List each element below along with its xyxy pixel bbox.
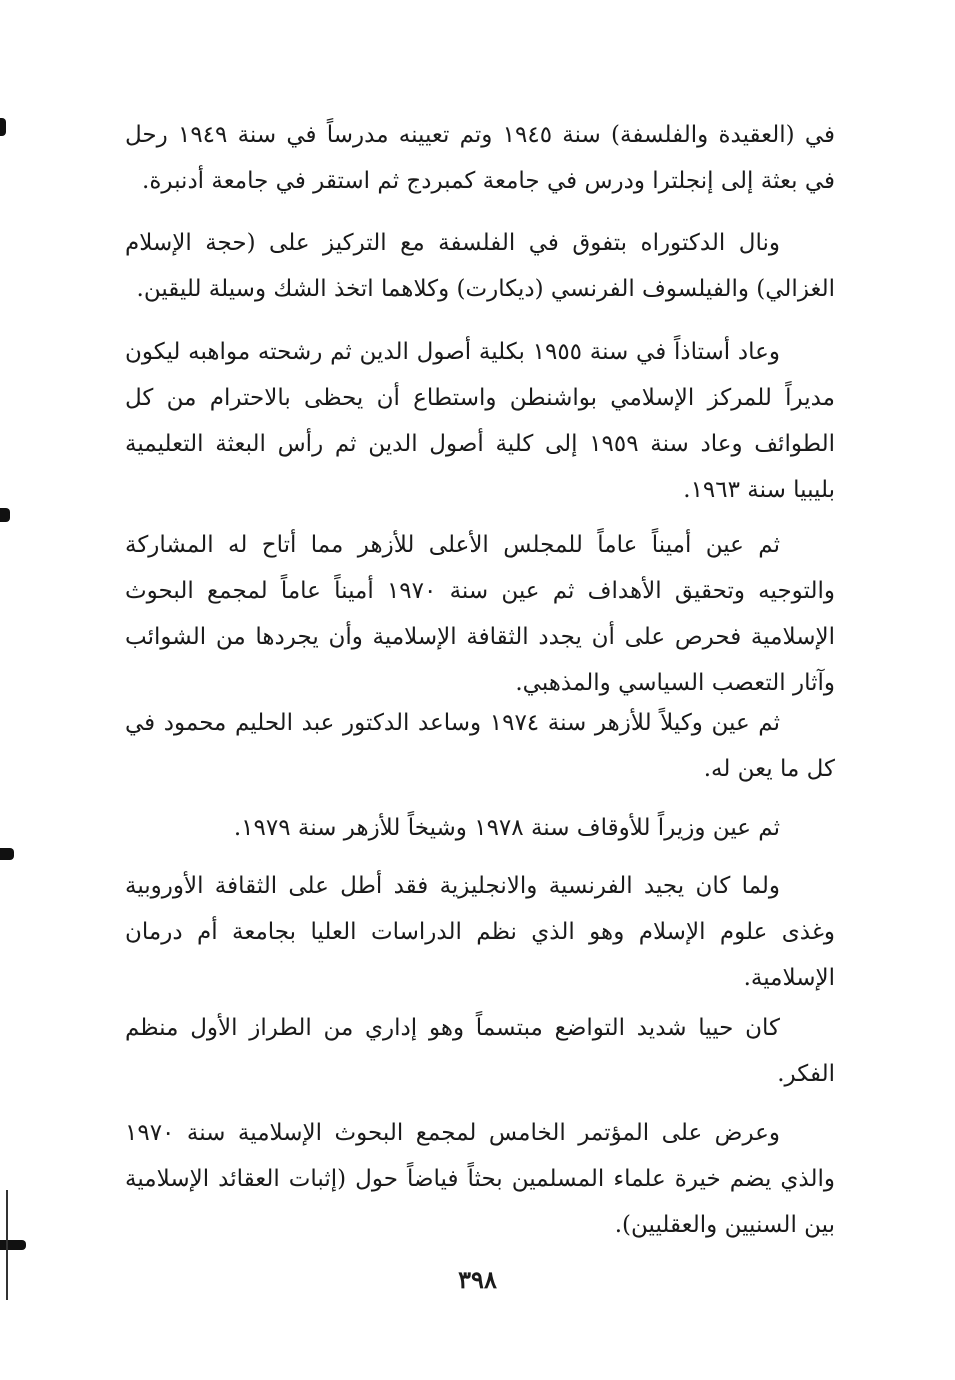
scan-edge-mark [0, 118, 6, 136]
paragraph-5 [125, 700, 835, 792]
paragraph-8 [125, 1005, 835, 1097]
paragraph-text: ثم عين أميناً عاماً للمجلس الأعلى للأزهر مما أتاح له المشاركة والتوجيه وتحقيق الأهداف ثم عين سنة ١٩٧٠ أميناً عاماً لمجمع البحوث الإسلامية فحرص على أن يجدد الثقافة الإسلامية وأن يجردها من الشوائب وآثار التعصب السياسي والمذهبي. [125, 532, 835, 696]
scan-edge-mark [0, 1240, 26, 1250]
paragraph-text: وعرض على المؤتمر الخامس لمجمع البحوث الإسلامية سنة ١٩٧٠ والذي يضم خيرة علماء المسلمين بحثاً فياضاً حول (إثبات العقائد الإسلامية بين السنيين والعقليين). [125, 1120, 835, 1238]
scan-edge-mark [0, 848, 14, 860]
paragraph-text: وعاد أستاذاً في سنة ١٩٥٥ بكلية أصول الدين ثم رشحته مواهبه ليكون مديراً للمركز الإسلامي بواشنطن واستطاع أن يحظى بالاحترام من كل الطوائف وعاد سنة ١٩٥٩ إلى كلية أصول الدين ثم رأس البعثة التعليمية بليبيا سنة ١٩٦٣. [125, 339, 835, 503]
paragraph-text: ونال الدكتوراه بتفوق في الفلسفة مع التركيز على (حجة الإسلام الغزالي) والفيلسوف الفرنسي (ديكارت) وكلاهما اتخذ الشك وسيلة لليقين. [125, 230, 835, 302]
paragraph-text: ثم عين وزيراً للأوقاف سنة ١٩٧٨ وشيخاً للأزهر سنة ١٩٧٩. [233, 815, 780, 841]
paragraph-text: ولما كان يجيد الفرنسية والانجليزية فقد أطل على الثقافة الأوروبية وغذى علوم الإسلام وهو الذي نظم الدراسات العليا بجامعة أم درمان الإسلامية. [125, 873, 835, 991]
paragraph-4 [125, 522, 835, 706]
paragraph-6 [125, 805, 835, 851]
page-number: ٣٩٨ [458, 1265, 497, 1294]
paragraph-text: في (العقيدة والفلسفة) سنة ١٩٤٥ وتم تعيينه مدرساً في سنة ١٩٤٩ رحل في بعثة إلى إنجلترا ودرس في جامعة كمبردج ثم استقر في جامعة أدنبرة. [125, 122, 836, 194]
scan-edge-mark [0, 508, 10, 522]
paragraph-1 [125, 112, 835, 204]
paragraph-text: كان حييا شديد التواضع مبتسماً وهو إداري من الطراز الأول منظم الفكر. [125, 1015, 835, 1087]
paragraph-text: ثم عين وكيلاً للأزهر سنة ١٩٧٤ وساعد الدكتور عبد الحليم محمود في كل ما يعن له. [125, 710, 835, 782]
paragraph-7 [125, 863, 835, 1001]
paragraph-3 [125, 329, 835, 513]
paragraph-2 [125, 220, 835, 312]
paragraph-9 [125, 1110, 835, 1248]
